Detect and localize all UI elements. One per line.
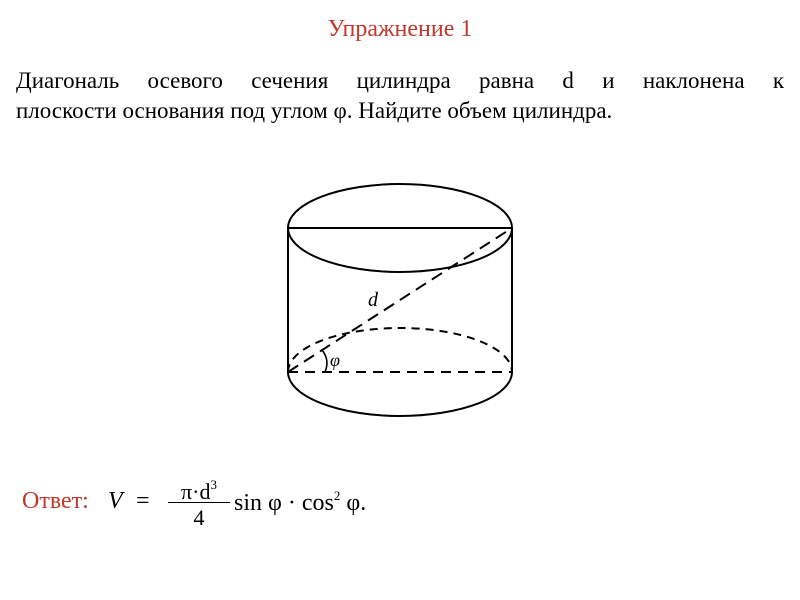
problem-line-2: плоскости основания под углом φ. Найдите объем цилиндра. [16,98,613,123]
page-title: Упражнение 1 [327,16,473,42]
formula-fraction [168,470,230,533]
angle-label: φ [330,350,340,370]
formula-equals: = [136,488,150,514]
angle-arc [322,350,327,372]
diagonal-label: d [368,289,378,311]
fraction-numerator [168,470,230,504]
problem-line-1: Диагональ осевого сечения цилиндра равна d и наклонена к [16,68,784,93]
trig-exponent: 2 [333,488,341,503]
answer-label: Ответ: [22,488,89,514]
numerator-text: π·d [181,479,211,504]
fraction-denominator: 4 [193,505,205,530]
trig-part-1: sin φ · cos [234,490,334,516]
trig-part-2: φ. [340,490,367,516]
numerator-exponent: 3 [210,477,217,492]
formula-trig [234,488,366,517]
formula-lhs: V [108,488,123,514]
bottom-front-arc [288,372,512,416]
